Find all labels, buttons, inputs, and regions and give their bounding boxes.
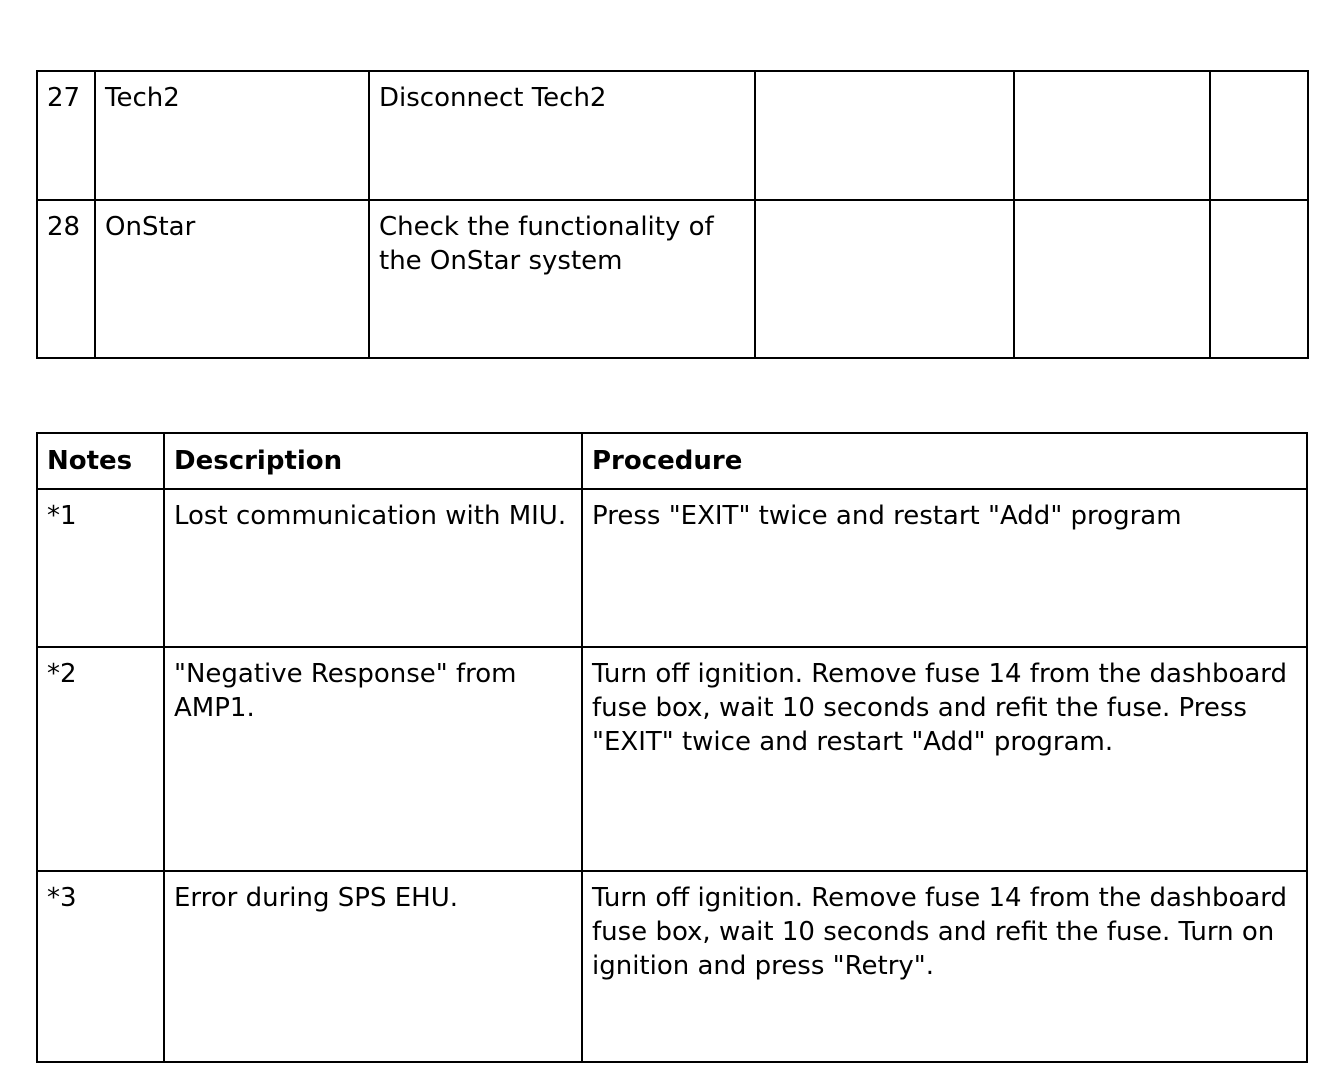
step-item: OnStar [95,200,369,358]
step-cell-empty [1014,71,1210,200]
step-cell-empty [1014,200,1210,358]
step-cell-empty [1210,71,1308,200]
table-header-row [37,433,1307,489]
note-description: "Negative Response" from AMP1. [164,647,582,871]
table-row [37,647,1307,871]
steps-table [36,70,1309,359]
step-action: Disconnect Tech2 [369,71,755,200]
step-number: 28 [37,200,95,358]
notes-table [36,432,1308,1063]
table-row [37,200,1308,358]
table-row [37,489,1307,647]
note-description: Error during SPS EHU. [164,871,582,1062]
step-cell-empty [755,200,1014,358]
note-id: *2 [37,647,164,871]
header-procedure: Procedure [582,433,1307,489]
step-action: Check the functionality of the OnStar system [369,200,755,358]
note-procedure: Turn off ignition. Remove fuse 14 from the dashboard fuse box, wait 10 seconds and refit the fuse. Turn on ignition and press "Retry". [582,871,1307,1062]
note-procedure: Turn off ignition. Remove fuse 14 from the dashboard fuse box, wait 10 seconds and refit the fuse. Press "EXIT" twice and restart "Add" program. [582,647,1307,871]
note-id: *1 [37,489,164,647]
note-description: Lost communication with MIU. [164,489,582,647]
step-item: Tech2 [95,71,369,200]
step-number: 27 [37,71,95,200]
step-cell-empty [1210,200,1308,358]
step-cell-empty [755,71,1014,200]
table-row [37,871,1307,1062]
header-description: Description [164,433,582,489]
note-id: *3 [37,871,164,1062]
header-notes: Notes [37,433,164,489]
note-procedure: Press "EXIT" twice and restart "Add" program [582,489,1307,647]
table-row [37,71,1308,200]
